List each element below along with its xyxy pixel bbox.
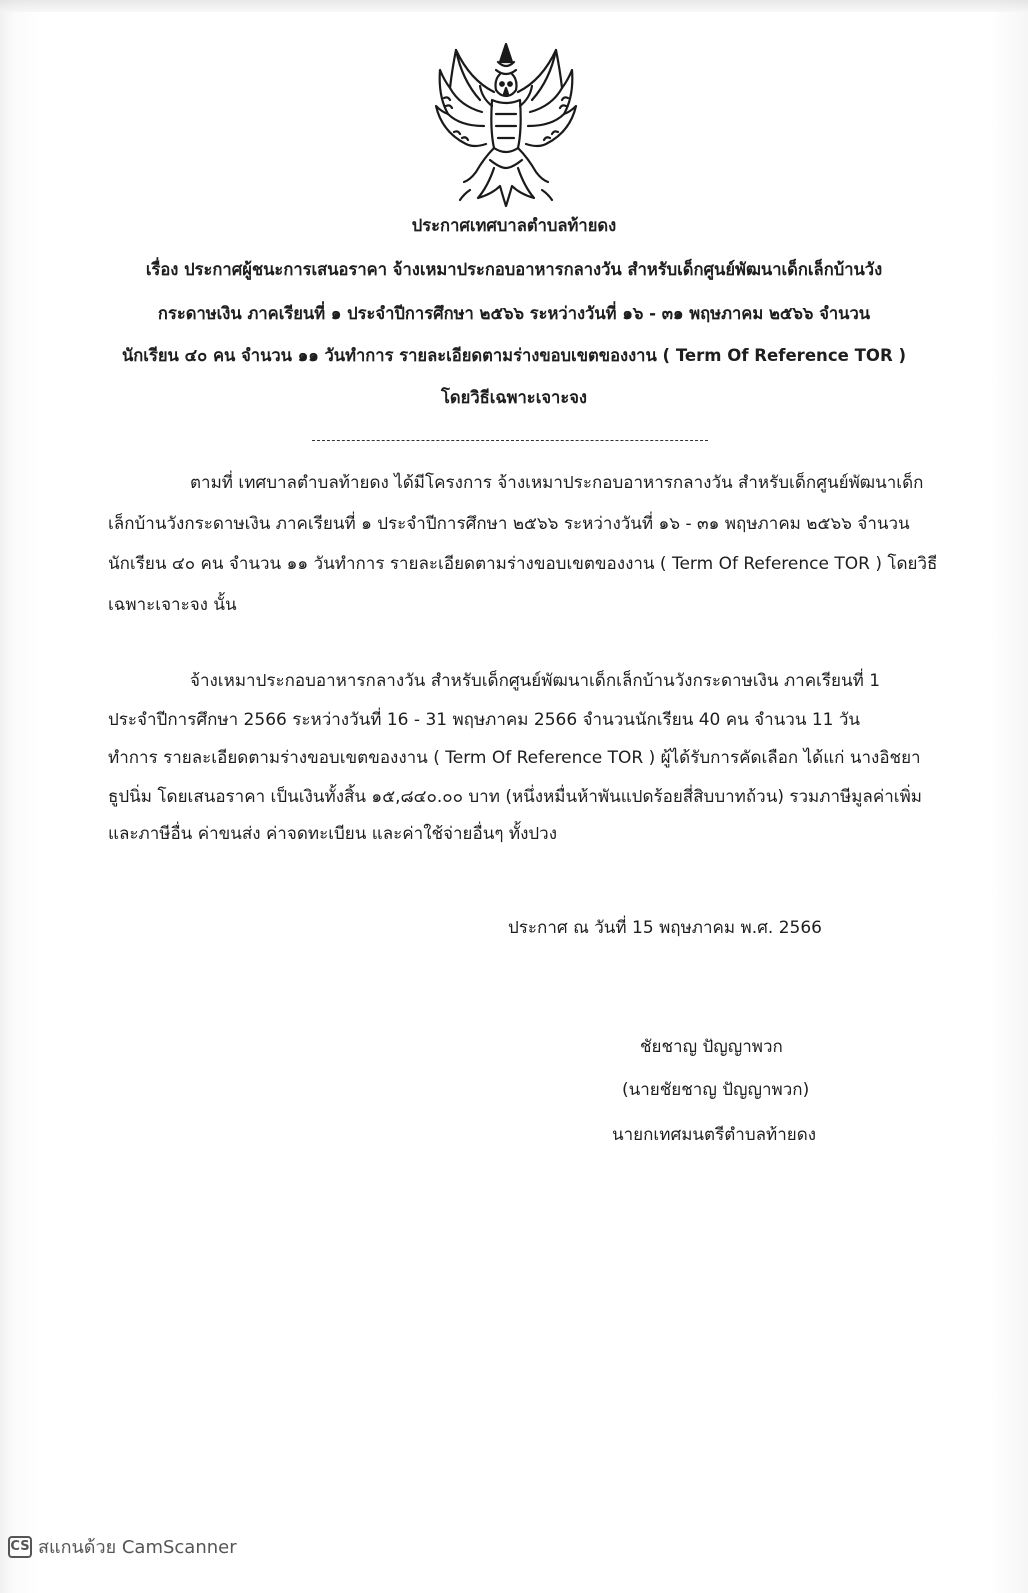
subject-line-4: โดยวิธีเฉพาะเจาะจง (440, 388, 587, 408)
paragraph-2-line-3: ทำการ รายละเอียดตามร่างขอบเขตของงาน ( Term Of Reference TOR ) ผู้ได้รับการคัดเลือก ได้แก่ นางอิชยา (108, 748, 921, 768)
subject-line-2: กระดาษเงิน ภาคเรียนที่ ๑ ประจำปีการศึกษา ๒๕๖๖ ระหว่างวันที่ ๑๖ - ๓๑ พฤษภาคม ๒๕๖๖ จำนวน (157, 304, 871, 324)
paragraph-1-line-4: เฉพาะเจาะจง นั้น (108, 595, 237, 615)
camscanner-logo: CS (8, 1536, 32, 1558)
paragraph-2-line-4: ธูปนิ่ม โดยเสนอราคา เป็นเงินทั้งสิ้น ๑๕,๘๔๐.๐๐ บาท (หนึ่งหมื่นห้าพันแปดร้อยสี่สิบบาทถ้วน) รวมภาษีมูลค่าเพิ่ม (108, 787, 922, 807)
paragraph-1-line-1: ตามที่ เทศบาลตำบลท้ายดง ได้มีโครงการ จ้างเหมาประกอบอาหารกลางวัน สำหรับเด็กศูนย์พัฒนาเด็ก (190, 473, 924, 493)
garuda-emblem-icon (430, 40, 582, 210)
paragraph-1-line-2: เล็กบ้านวังกระดาษเงิน ภาคเรียนที่ ๑ ประจำปีการศึกษา ๒๕๖๖ ระหว่างวันที่ ๑๖ - ๓๑ พฤษภาคม ๒๕๖๖ จำนวน (108, 514, 910, 534)
section-divider (312, 440, 708, 441)
signature-name: ชัยชาญ ปัญญาพวก (640, 1037, 783, 1057)
document-title: ประกาศเทศบาลตำบลท้ายดง (411, 216, 617, 236)
paragraph-1-line-3: นักเรียน ๔๐ คน จำนวน ๑๑ วันทำการ รายละเอียดตามร่างขอบเขตของงาน ( Term Of Reference TOR ) โดยวิธี (108, 554, 938, 574)
paragraph-2-line-1: จ้างเหมาประกอบอาหารกลางวัน สำหรับเด็กศูนย์พัฒนาเด็กเล็กบ้านวังกระดาษเงิน ภาคเรียนที่ 1 (190, 671, 881, 691)
paragraph-2-line-5: และภาษีอื่น ค่าขนส่ง ค่าจดทะเบียน และค่าใช้จ่ายอื่นๆ ทั้งปวง (108, 824, 558, 844)
signatory-position: นายกเทศมนตรีตำบลท้ายดง (612, 1125, 817, 1145)
camscanner-label: สแกนด้วย CamScanner (38, 1537, 237, 1558)
subject-line-1: เรื่อง ประกาศผู้ชนะการเสนอราคา จ้างเหมาประกอบอาหารกลางวัน สำหรับเด็กศูนย์พัฒนาเด็กเล็กบ้านวัง (145, 260, 883, 280)
signatory-printed-name: (นายชัยชาญ ปัญญาพวก) (622, 1080, 810, 1100)
scan-edge (0, 0, 1028, 12)
announcement-date: ประกาศ ณ วันที่ 15 พฤษภาคม พ.ศ. 2566 (508, 918, 822, 938)
camscanner-watermark (8, 1532, 237, 1561)
subject-line-3: นักเรียน ๔๐ คน จำนวน ๑๑ วันทำการ รายละเอียดตามร่างขอบเขตของงาน ( Term Of Reference TOR ) (121, 346, 907, 366)
paragraph-2-line-2: ประจำปีการศึกษา 2566 ระหว่างวันที่ 16 - 31 พฤษภาคม 2566 จำนวนนักเรียน 40 คน จำนวน 11 วัน (108, 710, 861, 730)
